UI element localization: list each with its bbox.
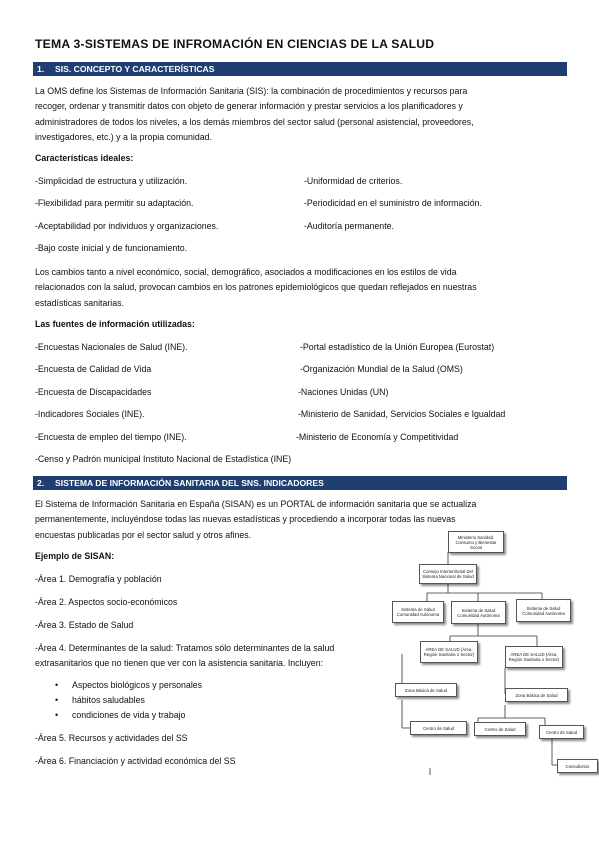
area-item: -Área 6. Financiación y actividad económica del SS [35,756,236,766]
intro-line: La OMS define los Sistemas de Información Sanitaria (SIS): la combinación de procedimientos y recursos para [35,86,468,96]
org-node-area-salud: ÁREA DE SALUD (Área, Región Sanitaria o Sector) [505,646,563,668]
section-1-number: 1. [37,64,45,74]
intro-line: administradores de todos los niveles, a los demás miembros del sector salud (personal asistencial, proveedores, [35,116,474,127]
area-item: -Área 3. Estado de Salud [35,620,134,630]
intro-line: investigadores, etc.) y a la propia comunidad. [35,131,213,142]
org-node-ccaa: Sistema de Salud Comunidad Autónoma [451,601,506,624]
characteristics-label: Características ideales: [35,153,134,163]
section-2-heading: SISTEMA DE INFORMACIÓN SANITARIA DEL SNS. INDICADORES [55,478,324,488]
source-item: -Ministerio de Economía y Competitividad [296,432,459,442]
example-label: Ejemplo de SISAN: [35,551,115,561]
source-item: -Encuesta de Discapacidades [35,387,152,397]
section-1-intro [35,84,570,145]
changes-line: estadísticas sanitarias. [35,297,124,308]
source-item: -Encuesta de empleo del tiempo (INE). [35,432,187,442]
intro-line: El Sistema de Información Sanitaria en España (SISAN) es un PORTAL de información sanitaria que se actualiza [35,499,477,509]
document-title: TEMA 3-SISTEMAS DE INFROMACIÓN EN CIENCIAS DE LA SALUD [35,37,435,51]
characteristic-item: -Uniformidad de criterios. [304,176,403,186]
source-item: -Encuestas Nacionales de Salud (INE). [35,342,188,352]
org-node-centro-salud: Centro de Salud [539,725,584,739]
changes-paragraph [35,265,570,311]
characteristic-item: -Flexibilidad para permitir su adaptación. [35,198,194,208]
intro-line: permanentemente, incluyéndose todas las nuevas estadísticas y procediendo a incorporar todas las nuevas [35,514,456,525]
characteristic-item: -Periodicidad en el suministro de información. [304,198,482,208]
source-item: -Naciones Unidas (UN) [298,387,389,397]
org-node-consejo: Consejo Interterritorial Del Sistema Nacional de Salud [419,564,477,584]
org-node-ministerio: Ministerio Sanidad, Consumo y Bienestar Social [448,531,504,553]
section-1-heading: SIS. CONCEPTO Y CARACTERÍSTICAS [55,64,215,74]
source-item: -Indicadores Sociales (INE). [35,409,145,419]
characteristic-item: -Simplicidad de estructura y utilización. [35,176,188,186]
org-node-area-salud: ÁREA DE SALUD (Área, Región Sanitaria o Sector) [420,641,478,663]
characteristic-item: -Bajo coste inicial y de funcionamiento. [35,243,188,253]
source-item: -Encuesta de Calidad de Vida [35,364,152,374]
characteristic-item: -Aceptabilidad por individuos y organizaciones. [35,221,219,231]
intro-line: recoger, ordenar y transmitir datos con objeto de generar información y prestar servicios a los planificadores y [35,101,463,112]
source-item: -Ministerio de Sanidad, Servicios Sociales e Igualdad [298,409,506,419]
sources-label: Las fuentes de información utilizadas: [35,319,195,329]
changes-line: Los cambios tanto a nivel económico, social, demográfico, asociados a modificaciones en los estilos de vida [35,267,457,277]
section-2-header [33,476,567,490]
section-2-number: 2. [37,478,45,488]
org-node-centro-salud: Centro de Salud [410,721,467,735]
org-node-zona-basica: Zona Básica de Salud [505,688,568,702]
bullet-item: • condiciones de vida y trabajo [72,708,185,723]
area-item: -Área 1. Demografía y población [35,574,162,584]
source-item: -Organización Mundial de la Salud (OMS) [300,364,463,374]
bullet-item: • Aspectos biológicos y personales [72,678,202,693]
org-node-zona-basica: Zona Básica de Salud [395,683,457,697]
area-item: -Área 2. Aspectos socio-económicos [35,597,178,607]
source-item: -Portal estadístico de la Unión Europea (Eurostat) [300,342,495,352]
source-item: -Censo y Padrón municipal Instituto Nacional de Estadística (INE) [35,454,292,464]
characteristic-item: -Auditoría permanente. [304,221,394,231]
changes-line: relacionados con la salud, provocan cambios en los patrones epidemiológicos que quedan reflejados en nuestras [35,282,477,293]
org-node-consultorios: Consultorios [557,759,598,773]
area-item: -Área 4. Determinantes de la salud: Tratamos sólo determinantes de la salud [35,643,335,653]
intro-line: encuestas publicadas por el sector salud y otros afines. [35,529,252,540]
section-1-header [33,62,567,76]
area-item: -Área 5. Recursos y actividades del SS [35,733,188,743]
org-node-ccaa: Sistema de Salud Comunidad Autónoma [392,601,444,623]
org-node-ccaa: Sistema de Salud Comunidad Autónoma [516,599,571,622]
bullet-item: • hábitos saludables [72,693,145,708]
org-node-centro-salud: Centro de Salud [474,722,526,736]
area-item: extrasanitarios que no tienen que ver con la asistencia sanitaria. Incluyen: [35,658,324,668]
